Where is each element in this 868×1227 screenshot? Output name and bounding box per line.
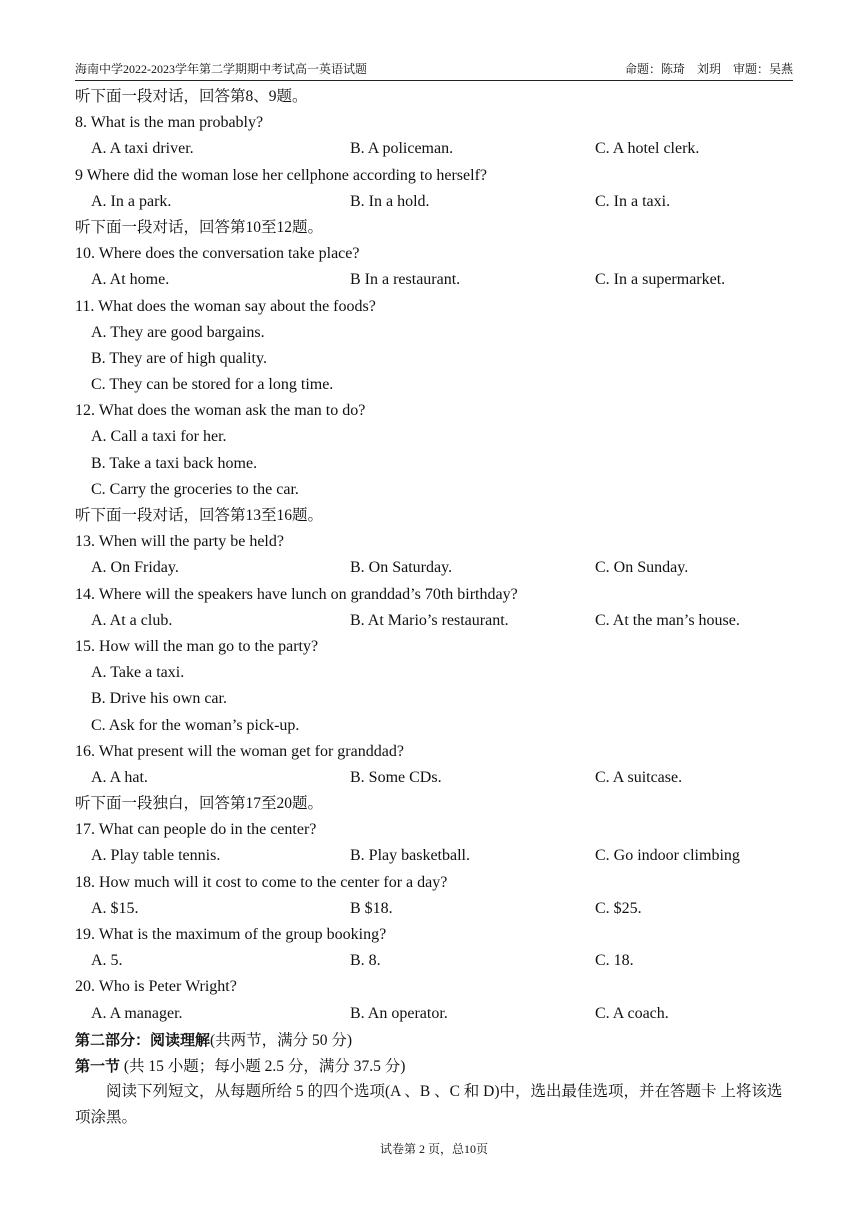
options-row xyxy=(75,608,795,634)
question-text: 8. What is the man probably? xyxy=(75,114,264,132)
options-row xyxy=(75,1001,795,1027)
page-footer: 试卷第 2 页，总10页 xyxy=(379,1142,488,1156)
exam-title: 海南中学2022-2023学年第二学期期中考试高一英语试题 xyxy=(75,62,367,76)
option-b: B. Play basketball. xyxy=(350,847,470,865)
question-text: 16. What present will the woman get for granddad? xyxy=(75,742,404,760)
options-row xyxy=(75,948,795,974)
question-text: 18. How much will it cost to come to the center for a day? xyxy=(75,873,448,891)
option-b: B. A policeman. xyxy=(350,140,454,158)
option-b: B. Some CDs. xyxy=(350,768,442,786)
option-c: C. $25. xyxy=(595,899,642,917)
part2-heading xyxy=(75,1027,795,1053)
option-c: C. At the man’s house. xyxy=(595,611,740,629)
option-c: C. They can be stored for a long time. xyxy=(91,376,334,394)
section-instruction: 听下面一段对话，回答第13至16题。 xyxy=(75,507,324,524)
options-row xyxy=(75,267,795,293)
question-text: 13. When will the party be held? xyxy=(75,533,284,551)
option-a: A. They are good bargains. xyxy=(91,323,265,341)
option-c: C. In a taxi. xyxy=(595,192,671,210)
option-a: A. Call a taxi for her. xyxy=(91,428,227,446)
options-row xyxy=(75,555,795,581)
option-c: C. A hotel clerk. xyxy=(595,140,700,158)
option-a: A. Take a taxi. xyxy=(91,664,185,682)
part2-title: 第二部分：阅读理解 xyxy=(75,1030,211,1049)
question-text: 9 Where did the woman lose her cellphone according to herself? xyxy=(75,166,487,184)
section1-title: 第一节 xyxy=(75,1056,121,1075)
question-text: 17. What can people do in the center? xyxy=(75,821,317,839)
option-a: A. $15. xyxy=(91,899,139,917)
part2-title-note: (共两节，满分 50 分) xyxy=(210,1031,353,1049)
page-header xyxy=(75,58,793,81)
option-a: A. A taxi driver. xyxy=(91,140,194,158)
options-row xyxy=(75,843,795,869)
exam-authors: 命题：陈琦 刘玥 审题：吴燕 xyxy=(624,62,793,76)
section-instruction: 听下面一段独白，回答第17至20题。 xyxy=(75,795,324,813)
option-b: B In a restaurant. xyxy=(350,271,461,289)
section-instruction: 听下面一段对话，回答第10至12题。 xyxy=(75,218,324,236)
question-text: 14. Where will the speakers have lunch on granddad’s 70th birthday? xyxy=(75,585,518,603)
question-text: 15. How will the man go to the party? xyxy=(75,637,319,655)
question-text: 11. What does the woman say about the foods? xyxy=(75,297,376,315)
option-a: A. At home. xyxy=(91,271,170,289)
section-instruction: 听下面一段对话，回答第8、9题。 xyxy=(75,88,308,105)
question-text: 19. What is the maximum of the group booking? xyxy=(75,926,387,943)
option-c: C. Ask for the woman’s pick-up. xyxy=(91,716,300,734)
option-a: A. 5. xyxy=(91,952,123,970)
question-text: 10. Where does the conversation take place? xyxy=(75,245,360,263)
option-c: C. Carry the groceries to the car. xyxy=(91,480,299,498)
option-b: B. On Saturday. xyxy=(350,559,453,577)
option-b: B. Take a taxi back home. xyxy=(91,454,258,472)
option-b: B $18. xyxy=(350,899,393,917)
exam-content xyxy=(75,84,795,1131)
options-row xyxy=(75,896,795,922)
option-b: B. An operator. xyxy=(350,1004,448,1022)
option-a: A. On Friday. xyxy=(91,559,179,577)
question-text: 20. Who is Peter Wright? xyxy=(75,978,237,996)
option-a: A. Play table tennis. xyxy=(91,847,221,865)
option-c: C. A coach. xyxy=(595,1004,669,1022)
option-a: A. In a park. xyxy=(91,192,172,210)
option-a: A. A manager. xyxy=(91,1004,183,1022)
option-b: B. At Mario’s restaurant. xyxy=(350,611,509,629)
question-text: 12. What does the woman ask the man to do? xyxy=(75,402,366,420)
option-b: B. Drive his own car. xyxy=(91,690,227,708)
option-b: B. They are of high quality. xyxy=(91,349,267,367)
reading-directions: 阅读下列短文，从每题所给 5 的四个选项(A 、B 、C 和 D)中，选出最佳选项，并在答题卡 上将该选项涂黑。 xyxy=(75,1083,783,1127)
option-c: C. A suitcase. xyxy=(595,768,683,786)
section1-heading xyxy=(75,1053,795,1079)
options-row xyxy=(75,136,795,162)
option-c: C. Go indoor climbing xyxy=(595,847,740,865)
options-row xyxy=(75,765,795,791)
options-row xyxy=(75,189,795,215)
option-c: C. In a supermarket. xyxy=(595,271,726,289)
option-b: B. In a hold. xyxy=(350,192,430,210)
section1-note: (共 15 小题；每小题 2.5 分，满分 37.5 分) xyxy=(123,1057,406,1075)
option-c: C. 18. xyxy=(595,952,634,970)
option-a: A. At a club. xyxy=(91,611,173,629)
option-b: B. 8. xyxy=(350,952,381,970)
option-a: A. A hat. xyxy=(91,768,148,786)
option-c: C. On Sunday. xyxy=(595,559,689,577)
